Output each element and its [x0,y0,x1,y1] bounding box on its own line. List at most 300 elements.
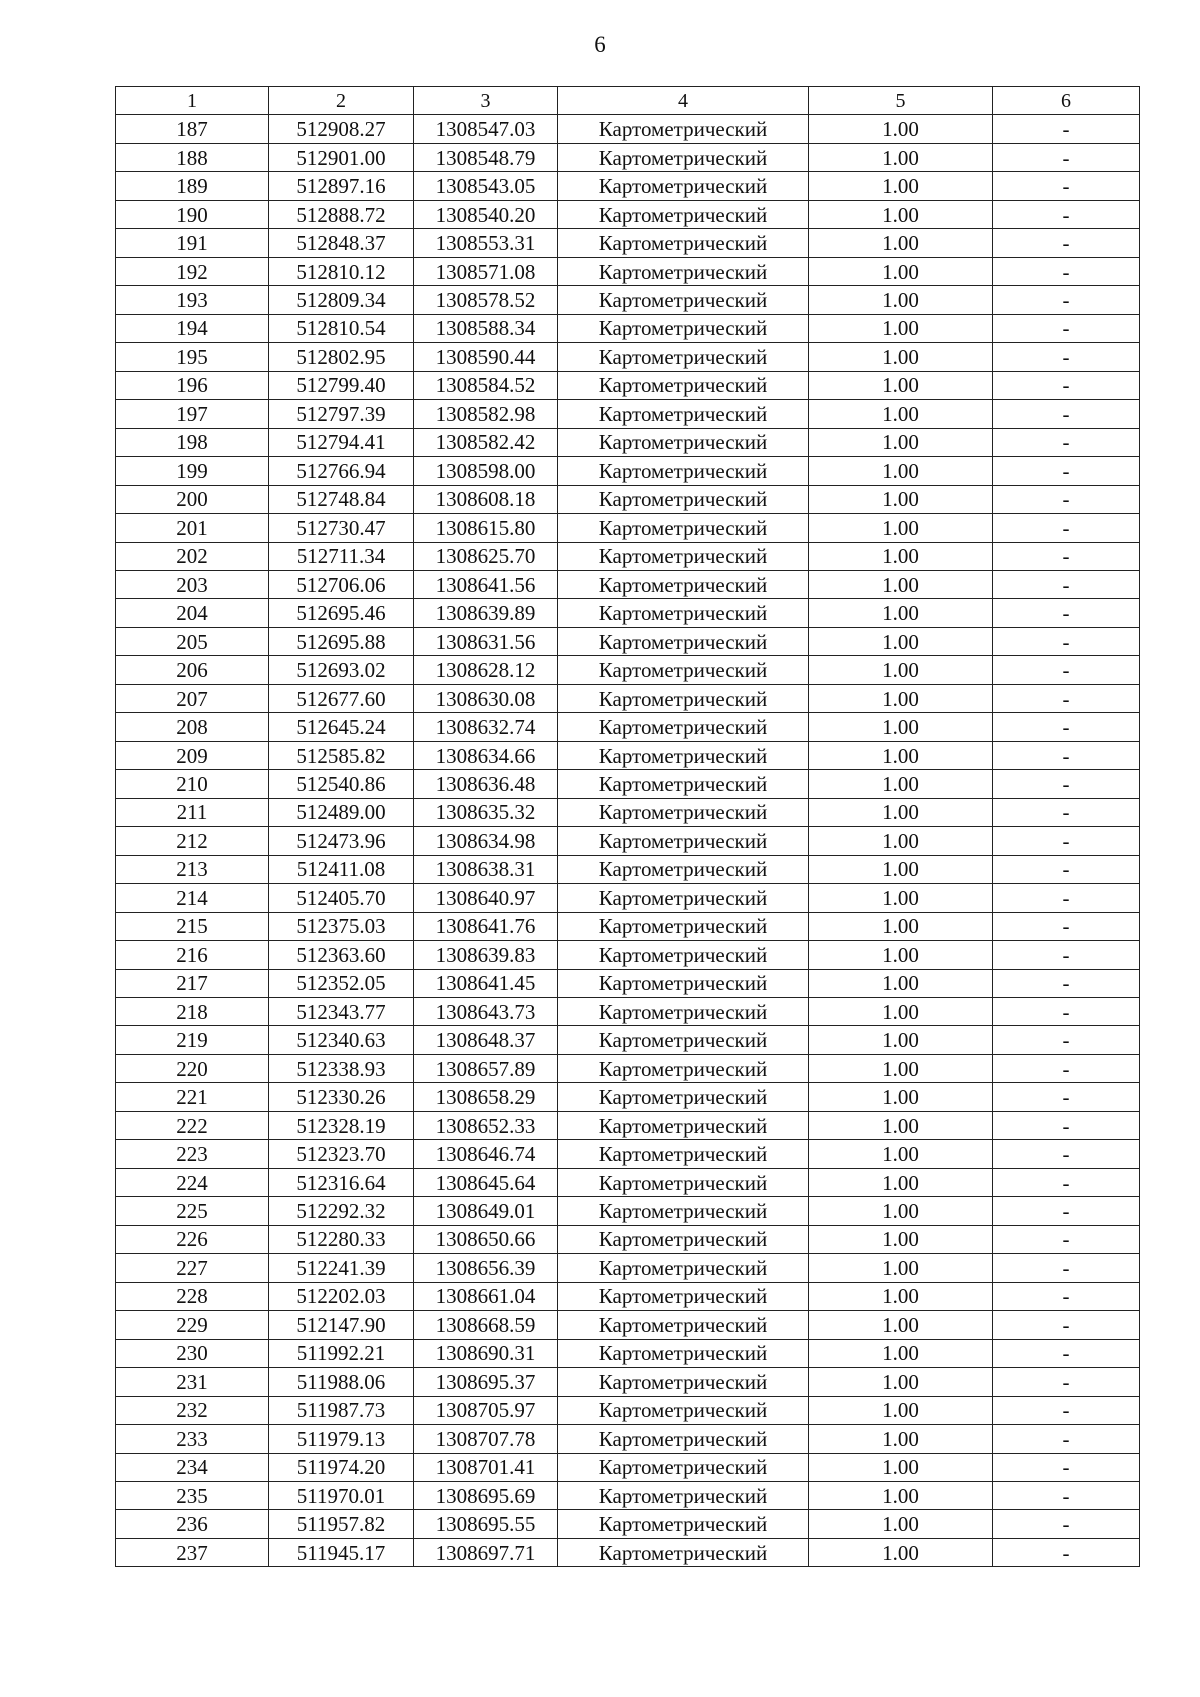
note-cell: - [993,684,1140,712]
table-row [116,200,1140,228]
x-coordinate-cell: 511988.06 [269,1368,414,1396]
note-cell: - [993,912,1140,940]
y-coordinate-cell: 1308701.41 [414,1453,558,1481]
note-cell: - [993,656,1140,684]
note-cell: - [993,257,1140,285]
accuracy-cell: 1.00 [809,428,993,456]
x-coordinate-cell: 511987.73 [269,1396,414,1424]
x-coordinate-cell: 511945.17 [269,1538,414,1566]
table-row [116,713,1140,741]
table-row [116,1396,1140,1424]
accuracy-cell: 1.00 [809,400,993,428]
point-number-cell: 215 [116,912,269,940]
table-row [116,343,1140,371]
table-row [116,1481,1140,1509]
table-row [116,115,1140,143]
note-cell: - [993,1026,1140,1054]
y-coordinate-cell: 1308707.78 [414,1425,558,1453]
point-number-cell: 196 [116,371,269,399]
accuracy-cell: 1.00 [809,770,993,798]
note-cell: - [993,1311,1140,1339]
y-coordinate-cell: 1308578.52 [414,286,558,314]
accuracy-cell: 1.00 [809,1083,993,1111]
table-row [116,969,1140,997]
method-cell: Картометрический [558,1339,809,1367]
x-coordinate-cell: 512706.06 [269,570,414,598]
table-row [116,941,1140,969]
table-row [116,884,1140,912]
note-cell: - [993,1225,1140,1253]
y-coordinate-cell: 1308631.56 [414,627,558,655]
y-coordinate-cell: 1308582.42 [414,428,558,456]
accuracy-cell: 1.00 [809,884,993,912]
note-cell: - [993,1140,1140,1168]
y-coordinate-cell: 1308645.64 [414,1168,558,1196]
point-number-cell: 237 [116,1538,269,1566]
table-row [116,1453,1140,1481]
method-cell: Картометрический [558,143,809,171]
method-cell: Картометрический [558,115,809,143]
accuracy-cell: 1.00 [809,1197,993,1225]
note-cell: - [993,1510,1140,1538]
column-header: 1 [116,87,269,115]
x-coordinate-cell: 511970.01 [269,1481,414,1509]
x-coordinate-cell: 512908.27 [269,115,414,143]
point-number-cell: 235 [116,1481,269,1509]
accuracy-cell: 1.00 [809,172,993,200]
method-cell: Картометрический [558,1026,809,1054]
y-coordinate-cell: 1308646.74 [414,1140,558,1168]
accuracy-cell: 1.00 [809,542,993,570]
y-coordinate-cell: 1308656.39 [414,1254,558,1282]
column-header: 3 [414,87,558,115]
table-row [116,314,1140,342]
method-cell: Картометрический [558,1197,809,1225]
method-cell: Картометрический [558,998,809,1026]
table-row [116,627,1140,655]
point-number-cell: 191 [116,229,269,257]
table-row [116,798,1140,826]
method-cell: Картометрический [558,200,809,228]
point-number-cell: 187 [116,115,269,143]
table-row [116,827,1140,855]
point-number-cell: 208 [116,713,269,741]
note-cell: - [993,314,1140,342]
accuracy-cell: 1.00 [809,1396,993,1424]
table-row [116,570,1140,598]
note-cell: - [993,1368,1140,1396]
x-coordinate-cell: 512323.70 [269,1140,414,1168]
accuracy-cell: 1.00 [809,200,993,228]
note-cell: - [993,428,1140,456]
method-cell: Картометрический [558,684,809,712]
point-number-cell: 219 [116,1026,269,1054]
table-row [116,1368,1140,1396]
accuracy-cell: 1.00 [809,286,993,314]
y-coordinate-cell: 1308657.89 [414,1054,558,1082]
table-row [116,286,1140,314]
y-coordinate-cell: 1308658.29 [414,1083,558,1111]
x-coordinate-cell: 512540.86 [269,770,414,798]
y-coordinate-cell: 1308695.69 [414,1481,558,1509]
method-cell: Картометрический [558,1481,809,1509]
point-number-cell: 228 [116,1282,269,1310]
x-coordinate-cell: 512794.41 [269,428,414,456]
accuracy-cell: 1.00 [809,1311,993,1339]
note-cell: - [993,1453,1140,1481]
column-header: 6 [993,87,1140,115]
note-cell: - [993,400,1140,428]
table-row [116,371,1140,399]
method-cell: Картометрический [558,172,809,200]
y-coordinate-cell: 1308697.71 [414,1538,558,1566]
table-row [116,770,1140,798]
method-cell: Картометрический [558,286,809,314]
y-coordinate-cell: 1308640.97 [414,884,558,912]
x-coordinate-cell: 512695.46 [269,599,414,627]
table-row [116,1339,1140,1367]
table-row [116,1197,1140,1225]
point-number-cell: 198 [116,428,269,456]
point-number-cell: 226 [116,1225,269,1253]
point-number-cell: 201 [116,514,269,542]
x-coordinate-cell: 512375.03 [269,912,414,940]
point-number-cell: 197 [116,400,269,428]
y-coordinate-cell: 1308641.56 [414,570,558,598]
method-cell: Картометрический [558,1396,809,1424]
table-row [116,684,1140,712]
table-row [116,172,1140,200]
accuracy-cell: 1.00 [809,514,993,542]
accuracy-cell: 1.00 [809,684,993,712]
point-number-cell: 232 [116,1396,269,1424]
point-number-cell: 190 [116,200,269,228]
method-cell: Картометрический [558,1282,809,1310]
method-cell: Картометрический [558,343,809,371]
x-coordinate-cell: 512901.00 [269,143,414,171]
y-coordinate-cell: 1308588.34 [414,314,558,342]
x-coordinate-cell: 512748.84 [269,485,414,513]
accuracy-cell: 1.00 [809,1538,993,1566]
x-coordinate-cell: 512888.72 [269,200,414,228]
y-coordinate-cell: 1308582.98 [414,400,558,428]
point-number-cell: 202 [116,542,269,570]
table-row [116,514,1140,542]
accuracy-cell: 1.00 [809,599,993,627]
note-cell: - [993,1111,1140,1139]
accuracy-cell: 1.00 [809,1225,993,1253]
accuracy-cell: 1.00 [809,798,993,826]
y-coordinate-cell: 1308649.01 [414,1197,558,1225]
page-number: 6 [594,32,606,57]
x-coordinate-cell: 512695.88 [269,627,414,655]
point-number-cell: 229 [116,1311,269,1339]
accuracy-cell: 1.00 [809,1453,993,1481]
point-number-cell: 211 [116,798,269,826]
x-coordinate-cell: 512730.47 [269,514,414,542]
point-number-cell: 210 [116,770,269,798]
point-number-cell: 209 [116,741,269,769]
note-cell: - [993,514,1140,542]
accuracy-cell: 1.00 [809,457,993,485]
y-coordinate-cell: 1308608.18 [414,485,558,513]
x-coordinate-cell: 511992.21 [269,1339,414,1367]
x-coordinate-cell: 512809.34 [269,286,414,314]
table-row [116,656,1140,684]
note-cell: - [993,1481,1140,1509]
point-number-cell: 214 [116,884,269,912]
note-cell: - [993,1425,1140,1453]
method-cell: Картометрический [558,314,809,342]
table-row [116,1254,1140,1282]
y-coordinate-cell: 1308598.00 [414,457,558,485]
accuracy-cell: 1.00 [809,1026,993,1054]
note-cell: - [993,1538,1140,1566]
y-coordinate-cell: 1308630.08 [414,684,558,712]
table-row [116,542,1140,570]
accuracy-cell: 1.00 [809,827,993,855]
table-row [116,1311,1140,1339]
point-number-cell: 222 [116,1111,269,1139]
accuracy-cell: 1.00 [809,1510,993,1538]
note-cell: - [993,172,1140,200]
accuracy-cell: 1.00 [809,941,993,969]
method-cell: Картометрический [558,941,809,969]
accuracy-cell: 1.00 [809,969,993,997]
x-coordinate-cell: 511979.13 [269,1425,414,1453]
point-number-cell: 221 [116,1083,269,1111]
y-coordinate-cell: 1308543.05 [414,172,558,200]
x-coordinate-cell: 512405.70 [269,884,414,912]
x-coordinate-cell: 512316.64 [269,1168,414,1196]
y-coordinate-cell: 1308571.08 [414,257,558,285]
point-number-cell: 195 [116,343,269,371]
note-cell: - [993,485,1140,513]
point-number-cell: 192 [116,257,269,285]
method-cell: Картометрический [558,570,809,598]
x-coordinate-cell: 512352.05 [269,969,414,997]
accuracy-cell: 1.00 [809,314,993,342]
point-number-cell: 218 [116,998,269,1026]
accuracy-cell: 1.00 [809,656,993,684]
table-row [116,1510,1140,1538]
y-coordinate-cell: 1308548.79 [414,143,558,171]
note-cell: - [993,286,1140,314]
x-coordinate-cell: 512897.16 [269,172,414,200]
accuracy-cell: 1.00 [809,343,993,371]
point-number-cell: 212 [116,827,269,855]
method-cell: Картометрический [558,400,809,428]
point-number-cell: 188 [116,143,269,171]
method-cell: Картометрический [558,229,809,257]
accuracy-cell: 1.00 [809,1168,993,1196]
note-cell: - [993,570,1140,598]
x-coordinate-cell: 512489.00 [269,798,414,826]
table-row [116,1225,1140,1253]
point-number-cell: 204 [116,599,269,627]
accuracy-cell: 1.00 [809,570,993,598]
table-body [116,115,1140,1567]
point-number-cell: 205 [116,627,269,655]
table-row [116,1140,1140,1168]
accuracy-cell: 1.00 [809,1368,993,1396]
x-coordinate-cell: 512585.82 [269,741,414,769]
point-number-cell: 224 [116,1168,269,1196]
point-number-cell: 227 [116,1254,269,1282]
y-coordinate-cell: 1308625.70 [414,542,558,570]
accuracy-cell: 1.00 [809,627,993,655]
note-cell: - [993,1339,1140,1367]
y-coordinate-cell: 1308547.03 [414,115,558,143]
method-cell: Картометрический [558,599,809,627]
table-row [116,1054,1140,1082]
point-number-cell: 193 [116,286,269,314]
coordinates-table [115,86,1140,1567]
table-row [116,1538,1140,1566]
method-cell: Картометрический [558,656,809,684]
table-row [116,229,1140,257]
accuracy-cell: 1.00 [809,713,993,741]
x-coordinate-cell: 512645.24 [269,713,414,741]
note-cell: - [993,884,1140,912]
x-coordinate-cell: 512340.63 [269,1026,414,1054]
x-coordinate-cell: 512202.03 [269,1282,414,1310]
method-cell: Картометрический [558,1368,809,1396]
accuracy-cell: 1.00 [809,1339,993,1367]
table-header-row [116,87,1140,115]
point-number-cell: 223 [116,1140,269,1168]
method-cell: Картометрический [558,1538,809,1566]
y-coordinate-cell: 1308641.45 [414,969,558,997]
x-coordinate-cell: 512810.54 [269,314,414,342]
accuracy-cell: 1.00 [809,1111,993,1139]
note-cell: - [993,143,1140,171]
method-cell: Картометрический [558,969,809,997]
y-coordinate-cell: 1308661.04 [414,1282,558,1310]
method-cell: Картометрический [558,1140,809,1168]
point-number-cell: 200 [116,485,269,513]
method-cell: Картометрический [558,1168,809,1196]
note-cell: - [993,599,1140,627]
y-coordinate-cell: 1308652.33 [414,1111,558,1139]
note-cell: - [993,1054,1140,1082]
y-coordinate-cell: 1308553.31 [414,229,558,257]
table-row [116,599,1140,627]
table-row [116,143,1140,171]
point-number-cell: 234 [116,1453,269,1481]
y-coordinate-cell: 1308639.89 [414,599,558,627]
table-row [116,1425,1140,1453]
note-cell: - [993,827,1140,855]
column-header: 2 [269,87,414,115]
method-cell: Картометрический [558,741,809,769]
method-cell: Картометрический [558,257,809,285]
point-number-cell: 233 [116,1425,269,1453]
x-coordinate-cell: 512766.94 [269,457,414,485]
accuracy-cell: 1.00 [809,143,993,171]
y-coordinate-cell: 1308584.52 [414,371,558,399]
x-coordinate-cell: 512677.60 [269,684,414,712]
y-coordinate-cell: 1308705.97 [414,1396,558,1424]
point-number-cell: 206 [116,656,269,684]
note-cell: - [993,229,1140,257]
x-coordinate-cell: 512363.60 [269,941,414,969]
table-row [116,1026,1140,1054]
accuracy-cell: 1.00 [809,998,993,1026]
method-cell: Картометрический [558,912,809,940]
x-coordinate-cell: 512330.26 [269,1083,414,1111]
x-coordinate-cell: 512411.08 [269,855,414,883]
note-cell: - [993,855,1140,883]
y-coordinate-cell: 1308540.20 [414,200,558,228]
method-cell: Картометрический [558,1111,809,1139]
table-row [116,485,1140,513]
accuracy-cell: 1.00 [809,1054,993,1082]
note-cell: - [993,115,1140,143]
note-cell: - [993,627,1140,655]
y-coordinate-cell: 1308668.59 [414,1311,558,1339]
x-coordinate-cell: 512338.93 [269,1054,414,1082]
x-coordinate-cell: 512810.12 [269,257,414,285]
method-cell: Картометрический [558,514,809,542]
x-coordinate-cell: 512797.39 [269,400,414,428]
table-row [116,257,1140,285]
method-cell: Картометрический [558,1225,809,1253]
note-cell: - [993,969,1140,997]
point-number-cell: 213 [116,855,269,883]
accuracy-cell: 1.00 [809,1254,993,1282]
point-number-cell: 217 [116,969,269,997]
point-number-cell: 225 [116,1197,269,1225]
method-cell: Картометрический [558,371,809,399]
table-row [116,1282,1140,1310]
y-coordinate-cell: 1308695.37 [414,1368,558,1396]
accuracy-cell: 1.00 [809,1425,993,1453]
x-coordinate-cell: 512848.37 [269,229,414,257]
x-coordinate-cell: 511957.82 [269,1510,414,1538]
method-cell: Картометрический [558,1510,809,1538]
accuracy-cell: 1.00 [809,741,993,769]
table-row [116,998,1140,1026]
accuracy-cell: 1.00 [809,485,993,513]
note-cell: - [993,343,1140,371]
y-coordinate-cell: 1308695.55 [414,1510,558,1538]
y-coordinate-cell: 1308641.76 [414,912,558,940]
accuracy-cell: 1.00 [809,1140,993,1168]
method-cell: Картометрический [558,457,809,485]
table-row [116,400,1140,428]
x-coordinate-cell: 512280.33 [269,1225,414,1253]
table-row [116,741,1140,769]
y-coordinate-cell: 1308639.83 [414,941,558,969]
x-coordinate-cell: 512343.77 [269,998,414,1026]
x-coordinate-cell: 512693.02 [269,656,414,684]
accuracy-cell: 1.00 [809,1481,993,1509]
note-cell: - [993,200,1140,228]
y-coordinate-cell: 1308635.32 [414,798,558,826]
point-number-cell: 231 [116,1368,269,1396]
x-coordinate-cell: 512241.39 [269,1254,414,1282]
y-coordinate-cell: 1308615.80 [414,514,558,542]
table-row [116,855,1140,883]
x-coordinate-cell: 512711.34 [269,542,414,570]
method-cell: Картометрический [558,1254,809,1282]
y-coordinate-cell: 1308690.31 [414,1339,558,1367]
note-cell: - [993,713,1140,741]
x-coordinate-cell: 512328.19 [269,1111,414,1139]
method-cell: Картометрический [558,884,809,912]
y-coordinate-cell: 1308634.66 [414,741,558,769]
